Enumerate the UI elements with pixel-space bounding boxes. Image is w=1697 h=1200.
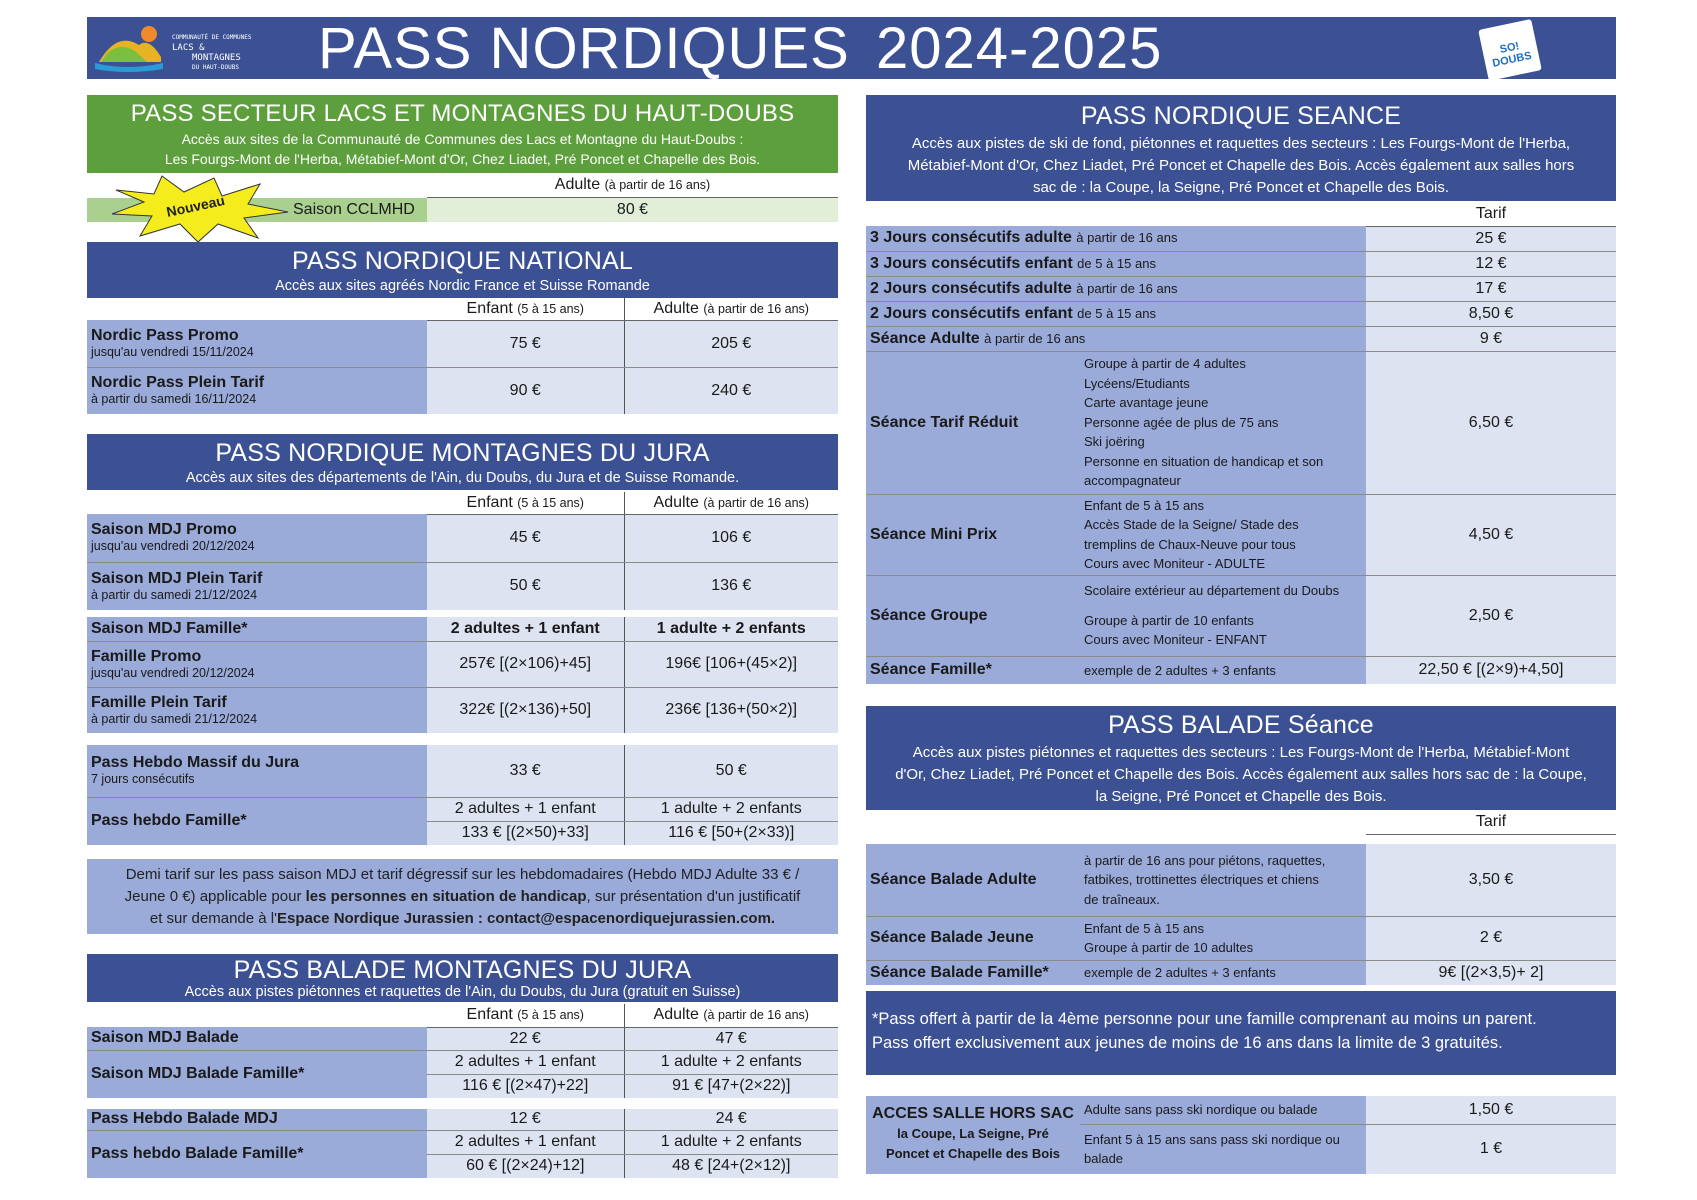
logo-line-3: MONTAGNES [192,53,241,63]
handicap-note [87,859,838,934]
seance-row-label: 3 Jours consécutifs enfant de 5 à 15 ans [866,251,1366,276]
seance-row-label: 2 Jours consécutifs adulte à partir de 16 ans [866,276,1366,301]
jura-corner [87,492,427,514]
seance-groupe-details: Scolaire extérieur au département du Doubs Groupe à partir de 10 enfants Cours avec Moniteur - ENFANT [1080,575,1366,656]
national-row-child: 90 € [427,367,624,414]
secteur-col-adult-label: Adulte [554,176,601,193]
seance-groupe-label: Séance Groupe [866,575,1080,656]
balade-jura-header [87,954,838,1002]
logo-line-4: DU HAUT-DOUBS [192,64,239,71]
national-title: PASS NORDIQUE NATIONAL [291,247,634,275]
secteur-title: PASS SECTEUR LACS ET MONTAGNES DU HAUT-DOUBS [130,100,795,127]
balade-seance-corner [866,810,1366,834]
balade-jura-hebdo-table [87,1109,838,1178]
seance-mini-details: Enfant de 5 à 15 ans Accès Stade de la Seigne/ Stade des tremplins de Chaux-Neuve pour tous Cours avec Moniteur - ADULTE [1080,494,1366,575]
jura-hebdo-family-h2: 1 adulte + 2 enfants [624,797,838,821]
secteur-row-label: Saison CCLMHD [293,201,415,218]
balade-jura-r3-child: 12 € [427,1109,624,1130]
secteur-col-adult-note: (à partir de 16 ans) [604,178,711,192]
top-banner [87,17,1616,79]
seance-groupe-price: 2,50 € [1366,575,1616,656]
balade-seance-adulte-label: Séance Balade Adulte [866,844,1080,916]
logo-line-1: COMMUNAUTÉ DE COMMUNES [172,34,252,41]
balade-jura-r4-v1: 60 € [(2×24)+12] [427,1154,624,1178]
jura-row-child: 50 € [427,562,624,610]
jura-family-row-label: Famille Promo jusqu'au vendredi 20/12/2024 [87,641,427,687]
seance-title: PASS NORDIQUE SEANCE [1080,102,1402,130]
jura-hebdo-table [87,745,838,845]
jura-family-row-v1: 257€ [(2×106)+45] [427,641,624,687]
logo-line-2: LACS & [172,43,205,53]
salle-r1-note: Adulte sans pass ski nordique ou balade [1080,1096,1366,1124]
page-title: PASS NORDIQUES [318,16,850,81]
jura-family-table [87,617,838,733]
jura-family-row-v1: 322€ [(2×136)+50] [427,687,624,733]
handicap-note-line-1: Demi tarif sur les pass saison MDJ et tarif dégressif sur les hebdomadaires (Hebdo MDJ Adulte 33 € / [125,866,800,883]
national-col-adult: Adulte (à partir de 16 ans) [624,298,838,320]
seance-col-tarif: Tarif [1366,202,1616,226]
jura-family-row-v2: 196€ [106+(45×2)] [624,641,838,687]
jura-col-child: Enfant (5 à 15 ans) [427,492,624,514]
jura-hebdo-family-v1: 133 € [(2×50)+33] [427,821,624,845]
seance-row-price: 8,50 € [1366,301,1616,326]
jura-col-adult: Adulte (à partir de 16 ans) [624,492,838,514]
balade-jura-r1-label: Saison MDJ Balade [87,1027,427,1050]
seance-line-3: sac de : la Coupe, la Seigne, Pré Poncet et Chapelle des Bois. [1032,179,1450,196]
offer-note [866,991,1616,1075]
jura-hebdo-child: 33 € [427,745,624,797]
secteur-header [87,95,838,173]
national-row-label: Nordic Pass Plein Tarif à partir du samedi 16/11/2024 [87,367,427,414]
balade-jura-r3-label: Pass Hebdo Balade MDJ [87,1109,427,1130]
balade-seance-adulte-price: 3,50 € [1366,844,1616,916]
salle-sub-2: Poncet et Chapelle des Bois [885,1146,1061,1161]
jura-hebdo-label: Pass Hebdo Massif du Jura 7 jours consécutifs [87,745,427,797]
seance-reduit-price: 6,50 € [1366,351,1616,494]
so-doubs-badge-text: SO! DOUBS [1491,40,1533,70]
balade-jura-r2-v2: 91 € [47+(2×22)] [624,1074,838,1098]
jura-family-col2: 1 adulte + 2 enfants [624,617,838,641]
seance-reduit-details: Groupe à partir de 4 adultes Lycéens/Etudiants Carte avantage jeune Personne agée de plus de 75 ans Ski joëring Personne en situation de handicap et son accompagnateur [1080,351,1366,494]
jura-family-label: Saison MDJ Famille* [87,617,427,641]
jura-family-col1: 2 adultes + 1 enfant [427,617,624,641]
balade-seance-jeune-details: Enfant de 5 à 15 ans Groupe à partir de 10 adultes [1080,916,1366,960]
so-doubs-badge [1478,19,1542,81]
national-row-adult: 205 € [624,320,838,367]
secteur-line-2: Les Fourgs-Mont de l'Herba, Métabief-Mont d'Or, Chez Liadet, Pré Poncet et Chapelle des Bois. [164,151,761,167]
balade-seance-famille-note: exemple de 2 adultes + 3 enfants [1080,960,1366,985]
balade-jura-subtitle: Accès aux pistes piétonnes et raquettes de l'Ain, du Doubs, du Jura (gratuit en Suisse) [184,984,741,1000]
jura-title: PASS NORDIQUE MONTAGNES DU JURA [215,439,710,467]
page-year: 2024-2025 [876,16,1163,81]
seance-line-2: Métabief-Mont d'Or, Chez Liadet, Pré Poncet et Chapelle des Bois. Accès également aux salles hors [907,157,1575,174]
secteur-row-value: 80 € [616,201,649,218]
balade-jura-r2-h1: 2 adultes + 1 enfant [427,1050,624,1074]
seance-row-label: 3 Jours consécutifs adulte à partir de 16 ans [866,226,1366,251]
salle-r2-price: 1 € [1366,1124,1616,1174]
balade-seance-table [866,810,1616,985]
national-subtitle: Accès aux sites agréés Nordic France et Suisse Romande [275,278,650,294]
balade-jura-r2-v1: 116 € [(2×47)+22] [427,1074,624,1098]
jura-row-adult: 106 € [624,514,838,562]
jura-hebdo-family-h1: 2 adultes + 1 enfant [427,797,624,821]
balade-seance-spacer [866,834,1616,844]
seance-famille-label: Séance Famille* [866,656,1080,684]
national-row-label: Nordic Pass Promo jusqu'au vendredi 15/11/2024 [87,320,427,367]
seance-table [866,202,1616,684]
national-table [87,298,838,414]
salle-title: ACCES SALLE HORS SAC [872,1105,1074,1122]
balade-jura-r4-h2: 1 adulte + 2 enfants [624,1130,838,1154]
balade-seance-famille-price: 9€ [(2×3,5)+ 2] [1366,960,1616,985]
balade-seance-header [866,706,1616,810]
secteur-col-adult [427,176,838,198]
balade-seance-jeune-label: Séance Balade Jeune [866,916,1080,960]
jura-row-child: 45 € [427,514,624,562]
balade-seance-line-2: d'Or, Chez Liadet, Pré Poncet et Chapelle des Bois. Accès également aux salles hors sac de : la Coupe, [895,766,1587,783]
balade-seance-line-3: la Seigne, Pré Poncet et Chapelle des Bois. [1095,788,1387,805]
salle-r2-note: Enfant 5 à 15 ans sans pass ski nordique ou balade [1080,1124,1366,1174]
seance-line-1: Accès aux pistes de ski de fond, piétonnes et raquettes des secteurs : Les Fourgs-Mont de l'Herba, [911,135,1571,152]
seance-mini-price: 4,50 € [1366,494,1616,575]
seance-row-price: 17 € [1366,276,1616,301]
jura-row-adult: 136 € [624,562,838,610]
seance-mini-label: Séance Mini Prix [866,494,1080,575]
jura-family-row-label: Famille Plein Tarif à partir du samedi 21/12/2024 [87,687,427,733]
seance-header [866,95,1616,201]
seance-famille-note: exemple de 2 adultes + 3 enfants [1080,656,1366,684]
balade-jura-col-adult: Adulte (à partir de 16 ans) [624,1004,838,1027]
national-corner [87,298,427,320]
national-header [87,242,838,298]
salle-label [866,1096,1080,1174]
balade-jura-r2-label: Saison MDJ Balade Famille* [87,1050,427,1098]
balade-seance-adulte-details: à partir de 16 ans pour piétons, raquettes, fatbikes, trottinettes électriques et chiens de traîneaux. [1080,844,1366,916]
jura-hebdo-adult: 50 € [624,745,838,797]
seance-row-price: 9 € [1366,326,1616,351]
national-row-adult: 240 € [624,367,838,414]
jura-hebdo-family-label: Pass hebdo Famille* [87,797,427,845]
balade-seance-jeune-price: 2 € [1366,916,1616,960]
seance-row-price: 12 € [1366,251,1616,276]
jura-row-label: Saison MDJ Plein Tarif à partir du samedi 21/12/2024 [87,562,427,610]
national-col-child: Enfant (5 à 15 ans) [427,298,624,320]
balade-jura-col-child: Enfant (5 à 15 ans) [427,1004,624,1027]
balade-seance-title: PASS BALADE Séance [1108,711,1374,739]
balade-jura-r4-v2: 48 € [24+(2×12)] [624,1154,838,1178]
seance-reduit-label: Séance Tarif Réduit [866,351,1080,494]
seance-row-price: 25 € [1366,226,1616,251]
jura-table [87,492,838,610]
seance-row-label: Séance Adulte à partir de 16 ans [866,326,1366,351]
salle-sub-1: la Coupe, La Seigne, Pré [897,1126,1049,1141]
balade-seance-col-tarif: Tarif [1366,810,1616,834]
balade-seance-line-1: Accès aux pistes piétonnes et raquettes des secteurs : Les Fourgs-Mont de l'Herba, Métabief-Mont [912,744,1570,761]
balade-jura-r4-h1: 2 adultes + 1 enfant [427,1130,624,1154]
balade-jura-corner [87,1004,427,1027]
jura-header [87,434,838,490]
balade-jura-r1-adult: 47 € [624,1027,838,1050]
jura-family-row-v2: 236€ [136+(50×2)] [624,687,838,733]
salle-table [866,1096,1616,1174]
balade-jura-table [87,1004,838,1098]
seance-row-label: 2 Jours consécutifs enfant de 5 à 15 ans [866,301,1366,326]
seance-corner [866,202,1366,226]
balade-jura-r1-child: 22 € [427,1027,624,1050]
balade-jura-title: PASS BALADE MONTAGNES DU JURA [233,956,692,984]
secteur-line-1: Accès aux sites de la Communauté de Communes des Lacs et Montagne du Haut-Doubs : [181,131,744,147]
jura-subtitle: Accès aux sites des départements de l'Ain, du Doubs, du Jura et de Suisse Romande. [185,470,740,486]
handicap-note-line-3: et sur demande à l'Espace Nordique Jurassien : contact@espacenordiquejurassien.com. [149,910,776,927]
logo-text [172,33,272,73]
seance-famille-price: 22,50 € [(2×9)+4,50] [1366,656,1616,684]
offer-note-line-2: Pass offert exclusivement aux jeunes de moins de 16 ans dans la limite de 3 gratuités. [872,1034,1503,1052]
balade-jura-r3-adult: 24 € [624,1109,838,1130]
jura-hebdo-family-v2: 116 € [50+(2×33)] [624,821,838,845]
salle-r1-price: 1,50 € [1366,1096,1616,1124]
offer-note-line-1: *Pass offert à partir de la 4ème personne pour une famille comprenant au moins un parent. [872,1010,1537,1028]
balade-seance-famille-label: Séance Balade Famille* [866,960,1080,985]
balade-jura-r4-label: Pass hebdo Balade Famille* [87,1130,427,1178]
handicap-note-line-2: Jeune 0 €) applicable pour les personnes en situation de handicap, sur présentation d'un justificatif [124,888,801,905]
jura-row-label: Saison MDJ Promo jusqu'au vendredi 20/12/2024 [87,514,427,562]
national-row-child: 75 € [427,320,624,367]
balade-jura-r2-h2: 1 adulte + 2 enfants [624,1050,838,1074]
nouveau-label: Nouveau [164,192,227,220]
